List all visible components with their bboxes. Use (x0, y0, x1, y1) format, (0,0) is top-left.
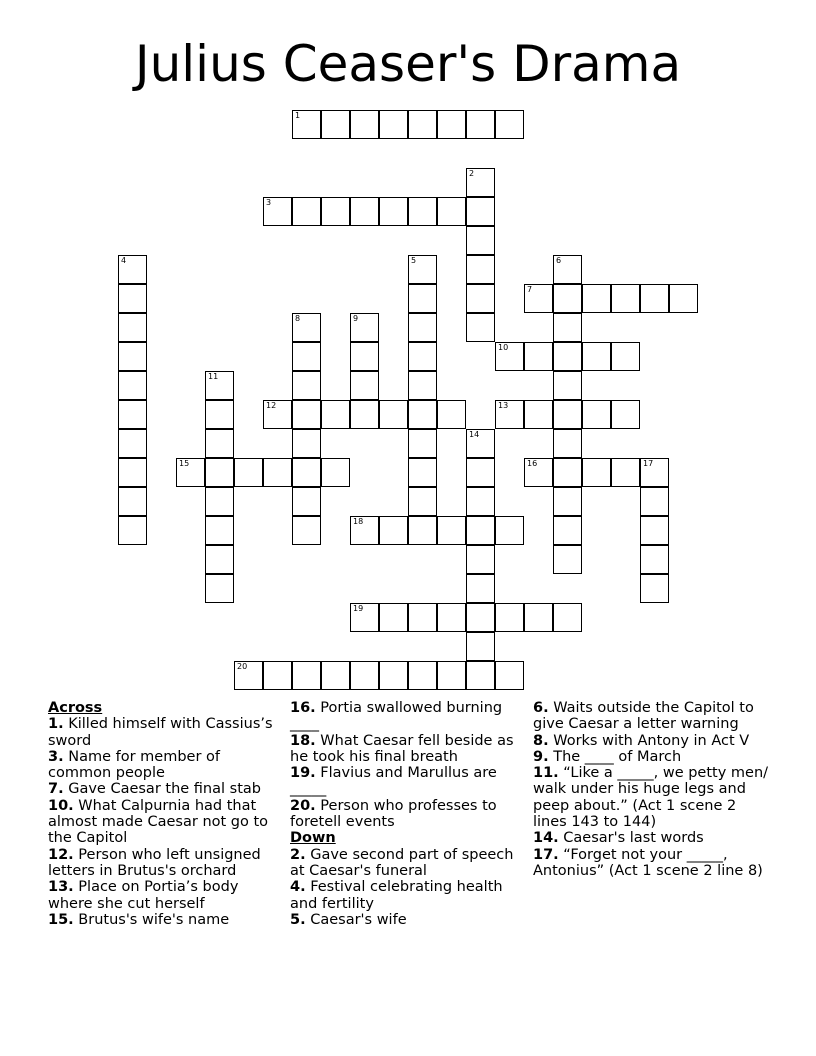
grid-cell[interactable] (524, 400, 553, 429)
grid-cell[interactable] (466, 284, 495, 313)
grid-cell[interactable] (321, 400, 350, 429)
grid-cell[interactable] (408, 255, 437, 284)
grid-cell[interactable] (408, 516, 437, 545)
grid-cell[interactable] (408, 661, 437, 690)
cell-number: 8 (295, 314, 301, 323)
grid-cell[interactable] (495, 661, 524, 690)
grid-cell[interactable] (408, 487, 437, 516)
grid-cell[interactable] (553, 255, 582, 284)
grid-cell[interactable] (553, 458, 582, 487)
grid-cell[interactable] (292, 313, 321, 342)
grid-cell[interactable] (495, 516, 524, 545)
grid-cell[interactable] (118, 516, 147, 545)
puzzle-title: Julius Ceaser's Drama (134, 35, 682, 93)
grid-cell[interactable] (466, 458, 495, 487)
down-heading: Down (290, 830, 336, 847)
grid-cell[interactable] (292, 458, 321, 487)
cell-number: 7 (527, 285, 533, 294)
grid-cell[interactable] (205, 545, 234, 574)
grid-cell[interactable] (205, 371, 234, 400)
grid-cell[interactable] (553, 603, 582, 632)
clue-down-4: 4. Festival celebrating health and fertility (290, 879, 503, 912)
grid-cell[interactable] (118, 255, 147, 284)
cell-number: 16 (527, 459, 538, 468)
grid-cell[interactable] (408, 371, 437, 400)
grid-cell[interactable] (263, 197, 292, 226)
grid-cell[interactable] (553, 342, 582, 371)
grid-cell[interactable] (234, 661, 263, 690)
clue-across-10: 10. What Calpurnia had that almost made Caesar not go to the Capitol (48, 797, 269, 847)
clue-across-7: 7. Gave Caesar the final stab (48, 781, 261, 798)
grid-cell[interactable] (437, 110, 466, 139)
grid-cell[interactable] (553, 545, 582, 574)
cell-number: 18 (353, 517, 364, 526)
clue-across-18: 18. What Caesar fell beside as he took his final breath (290, 732, 514, 765)
grid-cell[interactable] (205, 458, 234, 487)
grid-cell[interactable] (553, 313, 582, 342)
clues-column-3 (533, 700, 773, 879)
clue-across-15: 15. Brutus's wife's name (48, 911, 230, 928)
grid-cell[interactable] (553, 429, 582, 458)
grid-cell[interactable] (524, 603, 553, 632)
grid-cell[interactable] (466, 168, 495, 197)
grid-cell[interactable] (205, 487, 234, 516)
grid-cell[interactable] (611, 284, 640, 313)
grid-cell[interactable] (408, 284, 437, 313)
grid-cell[interactable] (263, 400, 292, 429)
grid-cell[interactable] (495, 603, 524, 632)
grid-cell[interactable] (408, 313, 437, 342)
grid-cell[interactable] (466, 197, 495, 226)
grid-cell[interactable] (292, 516, 321, 545)
grid-cell[interactable] (292, 661, 321, 690)
grid-cell[interactable] (118, 313, 147, 342)
grid-cell[interactable] (524, 284, 553, 313)
cell-number: 19 (353, 604, 364, 613)
grid-cell[interactable] (466, 226, 495, 255)
grid-cell[interactable] (466, 516, 495, 545)
across-heading: Across (48, 700, 103, 716)
clue-across-19: 19. Flavius and Marullus are _____ (290, 765, 497, 798)
grid-cell[interactable] (611, 342, 640, 371)
grid-cell[interactable] (640, 284, 669, 313)
grid-cell[interactable] (640, 487, 669, 516)
grid-cell[interactable] (437, 516, 466, 545)
clue-down-9: 9. The ____ of March (533, 748, 682, 765)
grid-cell[interactable] (611, 400, 640, 429)
grid-cell[interactable] (321, 197, 350, 226)
clue-down-11: 11. “Like a _____, we petty men/ walk under his huge legs and peep about.” (Act 1 scene 2 lines 143 to 144) (533, 765, 769, 831)
grid-cell[interactable] (437, 661, 466, 690)
grid-cell[interactable] (321, 458, 350, 487)
grid-cell[interactable] (553, 371, 582, 400)
cell-number: 11 (208, 372, 219, 381)
grid-cell[interactable] (205, 574, 234, 603)
clue-down-17: 17. “Forget not your _____, Antonius” (Act 1 scene 2 line 8) (533, 846, 763, 879)
grid-cell[interactable] (379, 661, 408, 690)
clue-down-5: 5. Caesar's wife (290, 911, 407, 928)
grid-cell[interactable] (640, 458, 669, 487)
cell-number: 13 (498, 401, 509, 410)
cell-number: 15 (179, 459, 190, 468)
grid-cell[interactable] (466, 429, 495, 458)
grid-cell[interactable] (524, 458, 553, 487)
cell-number: 17 (643, 459, 654, 468)
clue-across-13: 13. Place on Portia’s body where she cut herself (48, 879, 239, 912)
grid-cell[interactable] (118, 429, 147, 458)
grid-cell[interactable] (466, 632, 495, 661)
grid-cell[interactable] (263, 661, 292, 690)
grid-cell[interactable] (118, 371, 147, 400)
clue-down-2: 2. Gave second part of speech at Caesar's funeral (290, 846, 514, 879)
clue-across-3: 3. Name for member of common people (48, 748, 220, 782)
grid-cell[interactable] (205, 429, 234, 458)
grid-cell[interactable] (408, 197, 437, 226)
grid-cell[interactable] (321, 661, 350, 690)
grid-cell[interactable] (350, 197, 379, 226)
grid-cell[interactable] (582, 458, 611, 487)
clue-down-8: 8. Works with Antony in Act V (533, 732, 750, 749)
grid-cell[interactable] (350, 661, 379, 690)
clue-down-6: 6. Waits outside the Capitol to give Caesar a letter warning (533, 700, 754, 733)
grid-cell[interactable] (292, 400, 321, 429)
grid-cell[interactable] (379, 516, 408, 545)
grid-cell[interactable] (118, 487, 147, 516)
grid-cell[interactable] (350, 516, 379, 545)
grid-cell[interactable] (437, 400, 466, 429)
grid-cell[interactable] (466, 313, 495, 342)
grid-cell[interactable] (553, 516, 582, 545)
grid-cell[interactable] (466, 110, 495, 139)
grid-cell[interactable] (466, 545, 495, 574)
grid-cell[interactable] (350, 342, 379, 371)
clues-column-2 (290, 700, 522, 928)
cell-number: 20 (237, 662, 248, 671)
grid-cell[interactable] (553, 284, 582, 313)
grid-cell[interactable] (321, 110, 350, 139)
grid-cell[interactable] (524, 342, 553, 371)
grid-cell[interactable] (640, 516, 669, 545)
grid-cell[interactable] (118, 400, 147, 429)
grid-cell[interactable] (582, 284, 611, 313)
grid-cell[interactable] (495, 400, 524, 429)
grid-cell[interactable] (466, 574, 495, 603)
grid-cell[interactable] (118, 458, 147, 487)
grid-cell[interactable] (379, 603, 408, 632)
grid-cell[interactable] (292, 487, 321, 516)
grid-cell[interactable] (437, 603, 466, 632)
grid-cell[interactable] (350, 603, 379, 632)
cell-number: 6 (556, 256, 562, 265)
clue-down-14: 14. Caesar's last words (533, 830, 704, 847)
grid-cell[interactable] (640, 574, 669, 603)
cell-number: 4 (121, 256, 127, 265)
grid-cell[interactable] (292, 110, 321, 139)
grid-cell[interactable] (379, 110, 408, 139)
grid-cell[interactable] (292, 429, 321, 458)
cell-number: 3 (266, 198, 272, 207)
grid-cell[interactable] (582, 400, 611, 429)
clue-across-1: 1. Killed himself with Cassius’s sword (48, 716, 273, 749)
clues-column-1 (48, 700, 284, 928)
cell-number: 14 (469, 430, 480, 439)
cell-number: 12 (266, 401, 277, 410)
grid-cell[interactable] (611, 458, 640, 487)
grid-cell[interactable] (408, 603, 437, 632)
grid-cell[interactable] (234, 458, 263, 487)
grid-cell[interactable] (263, 458, 292, 487)
grid-cell[interactable] (466, 255, 495, 284)
grid-cell[interactable] (466, 603, 495, 632)
grid-cell[interactable] (118, 284, 147, 313)
grid-cell[interactable] (176, 458, 205, 487)
grid-cell[interactable] (466, 661, 495, 690)
cell-number: 10 (498, 343, 509, 352)
grid-cell[interactable] (408, 110, 437, 139)
grid-cell[interactable] (669, 284, 698, 313)
grid-cell[interactable] (408, 458, 437, 487)
cell-number: 9 (353, 314, 359, 323)
grid-cell[interactable] (466, 487, 495, 516)
grid-cell[interactable] (292, 197, 321, 226)
grid-cell[interactable] (582, 342, 611, 371)
clue-across-20: 20. Person who professes to foretell events (290, 797, 497, 831)
grid-cell[interactable] (495, 110, 524, 139)
cell-number: 2 (469, 169, 475, 178)
grid-cell[interactable] (350, 371, 379, 400)
grid-cell[interactable] (553, 487, 582, 516)
grid-cell[interactable] (408, 429, 437, 458)
grid-cell[interactable] (205, 400, 234, 429)
clue-across-12: 12. Person who left unsigned letters in Brutus's orchard (48, 846, 261, 879)
cell-number: 5 (411, 256, 417, 265)
grid-cell[interactable] (350, 313, 379, 342)
grid-cell[interactable] (495, 342, 524, 371)
grid-cell[interactable] (205, 516, 234, 545)
grid-cell[interactable] (350, 110, 379, 139)
grid-cell[interactable] (553, 400, 582, 429)
grid-cell[interactable] (292, 342, 321, 371)
grid-cell[interactable] (379, 400, 408, 429)
grid-cell[interactable] (408, 400, 437, 429)
cell-number: 1 (295, 111, 301, 120)
grid-cell[interactable] (292, 371, 321, 400)
grid-cell[interactable] (118, 342, 147, 371)
grid-cell[interactable] (408, 342, 437, 371)
grid-cell[interactable] (379, 197, 408, 226)
grid-cell[interactable] (437, 197, 466, 226)
grid-cell[interactable] (350, 400, 379, 429)
clue-across-16: 16. Portia swallowed burning ____ (290, 700, 503, 733)
grid-cell[interactable] (640, 545, 669, 574)
